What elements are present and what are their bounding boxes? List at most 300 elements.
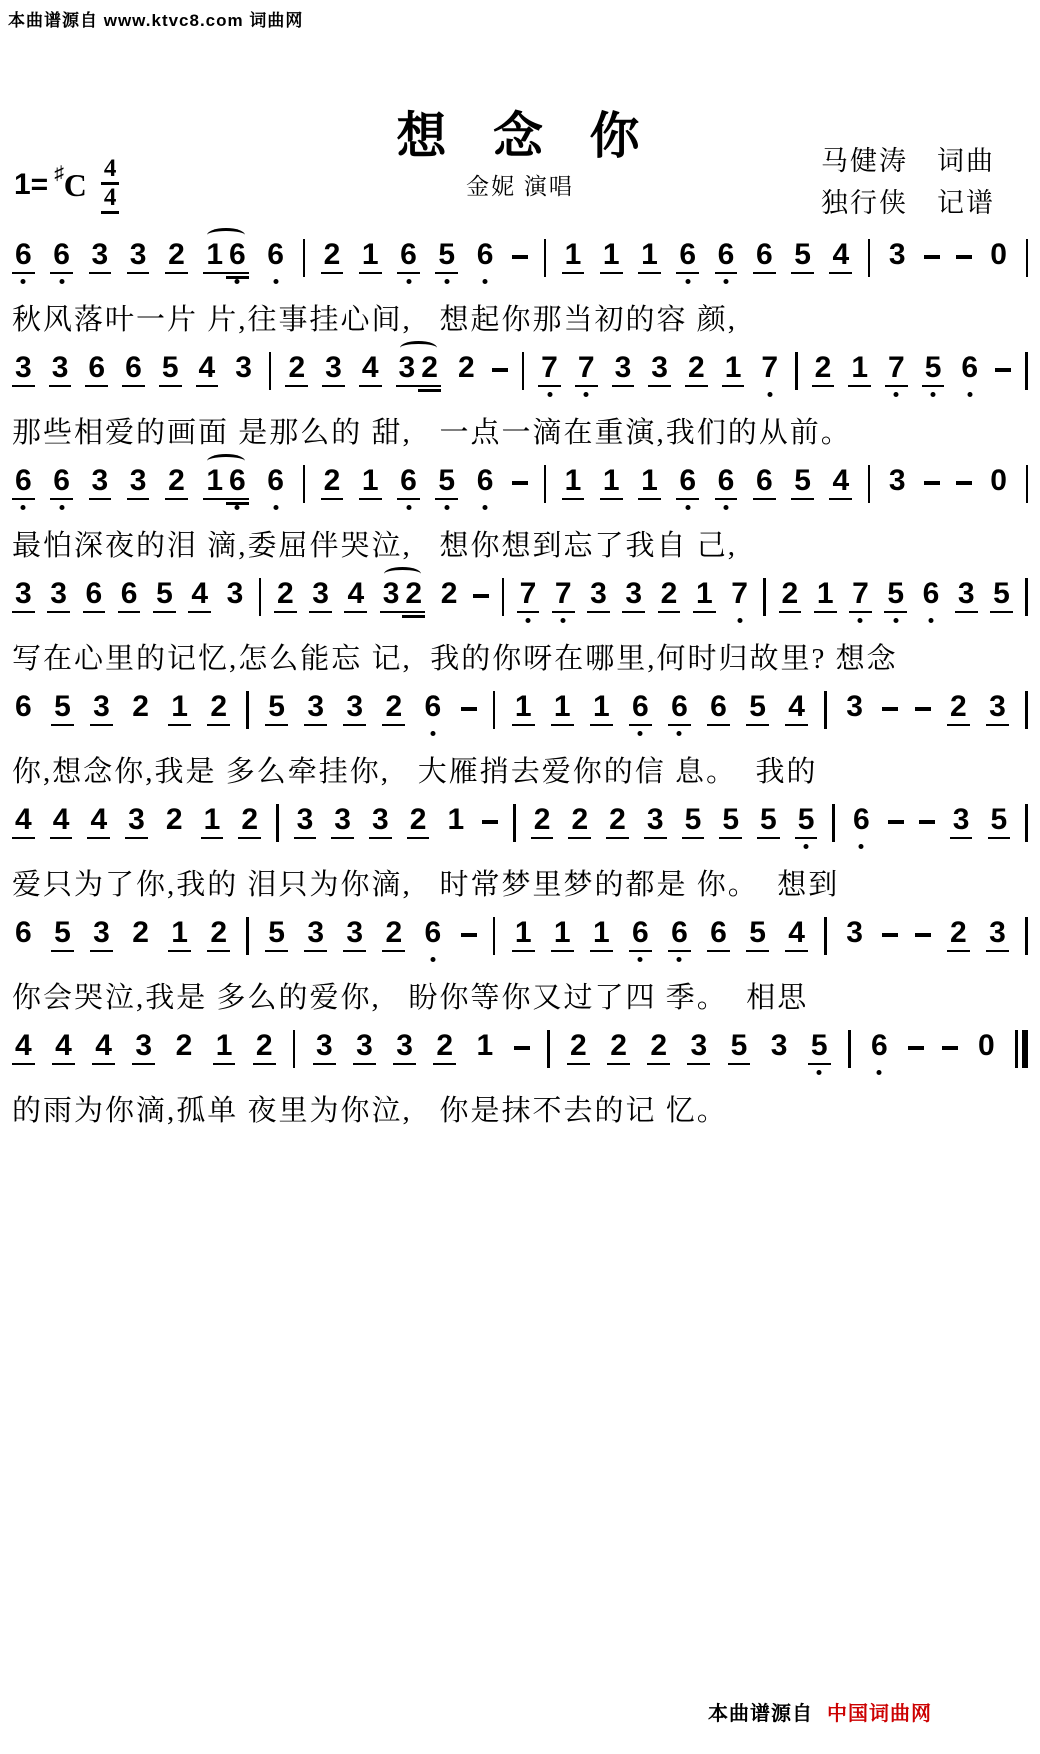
dash-rest xyxy=(482,820,498,824)
note: 3 xyxy=(127,464,150,508)
underline-beam xyxy=(988,837,1011,840)
dash-rest xyxy=(512,481,528,485)
note: 5 xyxy=(728,1029,751,1073)
underline-beam xyxy=(118,611,141,614)
note: 2 xyxy=(321,464,344,508)
note: 6 xyxy=(422,690,445,734)
note: 2 xyxy=(165,238,188,282)
barline xyxy=(1025,691,1028,729)
underline-beam xyxy=(159,385,182,388)
dash-rest xyxy=(461,933,477,937)
barline xyxy=(493,917,496,955)
time-top: 4 xyxy=(101,156,120,185)
music-line xyxy=(12,803,1028,916)
underline-beam xyxy=(359,272,382,275)
note: 6 xyxy=(50,238,73,282)
note: 6 xyxy=(50,464,73,508)
barline xyxy=(544,239,547,277)
note: 5 xyxy=(922,351,945,395)
note: 1 xyxy=(203,238,226,282)
lyrics-row: 秋风落叶一片 片,往事挂心间, 想起你那当初的容 颜, xyxy=(12,304,738,336)
note: 6 xyxy=(226,464,249,508)
dash-rest xyxy=(956,255,972,259)
dash-rest xyxy=(461,707,477,711)
note: 3 xyxy=(353,1029,376,1073)
underline-beam xyxy=(435,498,458,501)
barline xyxy=(763,578,766,616)
note: 3 xyxy=(587,577,610,621)
underline-beam xyxy=(531,837,554,840)
octave-dot xyxy=(685,279,690,284)
underline-beam xyxy=(359,385,382,388)
underline-beam xyxy=(92,1063,115,1066)
barline xyxy=(303,239,306,277)
note: 1 xyxy=(168,690,191,734)
underline-beam xyxy=(52,1063,75,1066)
underline-beam xyxy=(728,1063,751,1066)
underline-beam xyxy=(795,837,818,840)
octave-dot xyxy=(894,392,899,397)
underline-beam xyxy=(12,837,35,840)
underline-beam xyxy=(50,272,73,275)
octave-dot xyxy=(59,279,64,284)
credit-notation: 独行侠 记谱 xyxy=(821,188,995,218)
note: 1 xyxy=(551,916,574,960)
underline-beam xyxy=(12,498,35,501)
octave-dot xyxy=(893,618,898,623)
octave-dot xyxy=(273,505,278,510)
note: 2 xyxy=(165,803,183,836)
note: 5 xyxy=(682,803,705,847)
note: 1 xyxy=(814,577,837,621)
note: 4 xyxy=(344,577,367,621)
octave-dot xyxy=(677,957,682,962)
time-bottom: 4 xyxy=(101,185,120,214)
barline xyxy=(513,804,516,842)
underline-beam xyxy=(285,385,308,388)
note: 4 xyxy=(829,464,852,508)
octave-dot xyxy=(21,279,26,284)
barline xyxy=(1025,917,1028,955)
underline-beam xyxy=(168,724,191,727)
note: 6 xyxy=(15,690,32,723)
note: 2 xyxy=(779,577,802,621)
note: 3 xyxy=(12,577,35,621)
barline xyxy=(522,352,525,390)
underline-beam xyxy=(203,498,226,501)
underline-beam xyxy=(90,724,113,727)
music-line xyxy=(12,351,1028,464)
underline-beam xyxy=(538,385,561,388)
note: 3 xyxy=(132,1029,155,1073)
octave-dot xyxy=(817,1070,822,1075)
music-line xyxy=(12,690,1028,803)
underline-beam xyxy=(380,611,403,614)
underline-beam xyxy=(986,950,1009,953)
underline-beam xyxy=(382,724,405,727)
note: 3 xyxy=(369,803,392,847)
underline-beam xyxy=(668,950,691,953)
barline xyxy=(824,917,827,955)
octave-dot xyxy=(584,392,589,397)
barline xyxy=(795,352,798,390)
note: 6 xyxy=(676,238,699,282)
underline-beam xyxy=(47,611,70,614)
note: 1 xyxy=(512,916,535,960)
underline-beam xyxy=(397,272,420,275)
note: 6 xyxy=(668,916,691,960)
underline-beam xyxy=(849,611,872,614)
barline xyxy=(259,578,262,616)
note: 3 xyxy=(396,351,419,395)
barline xyxy=(868,465,871,503)
underline-beam xyxy=(753,272,776,275)
underline-beam xyxy=(676,272,699,275)
underline-beam xyxy=(393,1063,416,1066)
note: 2 xyxy=(382,690,405,734)
underline-beam xyxy=(226,498,249,501)
dash-rest xyxy=(514,1046,530,1050)
note: 1 xyxy=(476,1029,494,1062)
underline-beam xyxy=(947,724,970,727)
credits xyxy=(821,140,995,224)
note: 5 xyxy=(791,238,814,282)
note: 2 xyxy=(685,351,708,395)
note: 3 xyxy=(648,351,671,395)
note: 2 xyxy=(407,803,430,847)
underline-beam xyxy=(779,611,802,614)
note: 5 xyxy=(265,916,288,960)
underline-beam xyxy=(402,615,425,618)
note: 4 xyxy=(92,1029,115,1073)
note: 2 xyxy=(606,803,629,847)
underline-beam xyxy=(89,272,112,275)
underline-beam xyxy=(369,837,392,840)
note: 4 xyxy=(52,1029,75,1073)
underline-beam xyxy=(12,1063,35,1066)
octave-dot xyxy=(483,505,488,510)
underline-beam xyxy=(950,837,973,840)
note: 4 xyxy=(359,351,382,395)
underline-beam xyxy=(49,385,72,388)
underline-beam xyxy=(753,498,776,501)
underline-beam xyxy=(629,724,652,727)
underline-beam xyxy=(791,498,814,501)
dash-rest xyxy=(473,594,489,598)
note: 1 xyxy=(359,464,382,508)
barline xyxy=(246,691,249,729)
underline-beam xyxy=(715,272,738,275)
notes-row xyxy=(12,690,1028,746)
lyrics-row: 你,想念你,我是 多么牵挂你, 大雁捎去爱你的信 息。 我的 xyxy=(12,756,818,788)
tie-group xyxy=(203,464,248,508)
note: 5 xyxy=(795,803,818,847)
note: 2 xyxy=(947,916,970,960)
note: 6 xyxy=(707,916,730,960)
octave-dot xyxy=(967,392,972,397)
footer-site-link[interactable]: 中国词曲网 xyxy=(827,1703,932,1725)
note: 4 xyxy=(188,577,211,621)
note: 3 xyxy=(235,351,252,384)
note: 6 xyxy=(850,803,873,847)
note: 6 xyxy=(676,464,699,508)
underline-beam xyxy=(829,498,852,501)
note: 6 xyxy=(707,690,730,734)
underline-beam xyxy=(885,385,908,388)
note: 3 xyxy=(304,916,327,960)
note: 1 xyxy=(562,238,585,282)
note: 3 xyxy=(644,803,667,847)
note: 5 xyxy=(746,690,769,734)
underline-beam xyxy=(990,611,1013,614)
dash-rest xyxy=(956,481,972,485)
dash-rest xyxy=(492,368,508,372)
note: 1 xyxy=(848,351,871,395)
dash-rest xyxy=(995,368,1011,372)
underline-beam xyxy=(722,385,745,388)
page-title: 想 念 你 xyxy=(396,108,644,164)
underline-beam xyxy=(433,1063,456,1066)
underline-beam xyxy=(165,498,188,501)
note: 3 xyxy=(322,351,345,395)
underline-beam xyxy=(947,950,970,953)
note: 2 xyxy=(382,916,405,960)
note: 4 xyxy=(785,690,808,734)
time-signature xyxy=(101,156,120,214)
barline xyxy=(293,1030,296,1068)
note: 3 xyxy=(343,690,366,734)
underline-beam xyxy=(687,1063,710,1066)
octave-dot xyxy=(406,505,411,510)
underline-beam xyxy=(12,385,35,388)
barline xyxy=(868,239,871,277)
note: 3 xyxy=(770,1029,788,1062)
note: 2 xyxy=(433,1029,456,1073)
octave-dot xyxy=(444,279,449,284)
underline-beam xyxy=(85,385,108,388)
underline-beam xyxy=(648,385,671,388)
note: 1 xyxy=(203,464,226,508)
note: 2 xyxy=(457,351,475,384)
note: 6 xyxy=(12,464,35,508)
barline xyxy=(1015,1030,1018,1068)
underline-beam xyxy=(294,837,317,840)
underline-beam xyxy=(382,950,405,953)
note: 5 xyxy=(757,803,780,847)
underline-beam xyxy=(746,724,769,727)
underline-beam xyxy=(707,724,730,727)
note: 1 xyxy=(590,916,613,960)
underline-beam xyxy=(265,950,288,953)
note: 3 xyxy=(888,464,906,497)
note: 3 xyxy=(612,351,635,395)
underline-beam xyxy=(353,1063,376,1066)
note: 4 xyxy=(50,803,73,847)
note: 6 xyxy=(474,238,497,282)
note: 5 xyxy=(265,690,288,734)
note: 6 xyxy=(629,916,652,960)
music-line xyxy=(12,577,1028,690)
note: 2 xyxy=(285,351,308,395)
underline-beam xyxy=(955,611,978,614)
note: 6 xyxy=(226,238,249,282)
underline-beam xyxy=(575,385,598,388)
note: 4 xyxy=(87,803,110,847)
octave-dot xyxy=(859,844,864,849)
dash-rest xyxy=(908,1046,924,1050)
underline-beam xyxy=(517,611,540,614)
barline xyxy=(824,691,827,729)
underline-beam xyxy=(606,837,629,840)
note: 3 xyxy=(846,690,863,723)
note: 4 xyxy=(12,1029,35,1073)
underline-beam xyxy=(12,272,35,275)
note: 2 xyxy=(165,464,188,508)
note: 3 xyxy=(125,803,148,847)
barline xyxy=(547,1030,550,1068)
underline-beam xyxy=(396,385,419,388)
note: 6 xyxy=(868,1029,891,1073)
note: 6 xyxy=(422,916,445,960)
lyrics-row: 爱只为了你,我的 泪只为你滴, 时常梦里梦的都是 你。 想到 xyxy=(12,869,840,901)
note: 3 xyxy=(331,803,354,847)
music-line xyxy=(12,238,1028,351)
note: 5 xyxy=(435,238,458,282)
note: 1 xyxy=(213,1029,236,1073)
note: 3 xyxy=(90,690,113,734)
underline-beam xyxy=(693,611,716,614)
octave-dot xyxy=(444,505,449,510)
barline xyxy=(502,578,505,616)
note: 4 xyxy=(829,238,852,282)
underline-beam xyxy=(274,611,297,614)
underline-beam xyxy=(168,950,191,953)
underline-beam xyxy=(226,272,249,275)
note: 6 xyxy=(85,351,108,395)
underline-beam xyxy=(719,837,742,840)
top-watermark: 本曲谱源自 www.ktvc8.com 词曲网 xyxy=(8,11,304,30)
underline-beam xyxy=(127,272,150,275)
key-prefix: 1= xyxy=(14,168,49,201)
underline-beam xyxy=(397,498,420,501)
note: 1 xyxy=(447,803,465,836)
note: 3 xyxy=(226,577,244,610)
octave-dot xyxy=(561,618,566,623)
octave-dot xyxy=(235,505,240,510)
underline-beam xyxy=(668,724,691,727)
note: 3 xyxy=(622,577,645,621)
underline-beam xyxy=(83,611,106,614)
note: 2 xyxy=(207,916,230,960)
note: 1 xyxy=(551,690,574,734)
barline xyxy=(832,804,835,842)
octave-dot xyxy=(724,505,729,510)
note: 2 xyxy=(658,577,681,621)
underline-beam xyxy=(638,272,661,275)
underline-beam xyxy=(629,950,652,953)
underline-beam xyxy=(343,724,366,727)
octave-dot xyxy=(235,279,240,284)
underline-beam xyxy=(746,950,769,953)
note: 5 xyxy=(435,464,458,508)
underline-beam xyxy=(848,385,871,388)
octave-dot xyxy=(724,279,729,284)
note: 6 xyxy=(83,577,106,621)
note: 1 xyxy=(638,238,661,282)
score xyxy=(12,238,1028,1142)
note: 1 xyxy=(693,577,716,621)
underline-beam xyxy=(435,272,458,275)
underline-beam xyxy=(622,611,645,614)
note: 1 xyxy=(600,464,623,508)
underline-beam xyxy=(600,498,623,501)
note: 2 xyxy=(567,1029,590,1073)
octave-dot xyxy=(430,731,435,736)
octave-dot xyxy=(21,505,26,510)
note: 5 xyxy=(808,1029,831,1073)
tie-group xyxy=(380,577,425,621)
notes-row xyxy=(12,464,1028,520)
note: 1 xyxy=(359,238,382,282)
underline-beam xyxy=(313,1063,336,1066)
note: 6 xyxy=(920,577,943,621)
note: 5 xyxy=(159,351,182,395)
note: 3 xyxy=(393,1029,416,1073)
note: 6 xyxy=(118,577,141,621)
underline-beam xyxy=(551,724,574,727)
note: 4 xyxy=(785,916,808,960)
notes-row xyxy=(12,351,1028,407)
underline-beam xyxy=(562,272,585,275)
note: 2 xyxy=(531,803,554,847)
footer-prefix: 本曲谱源自 xyxy=(708,1703,813,1725)
underline-beam xyxy=(50,837,73,840)
note: 2 xyxy=(132,690,149,723)
underline-beam xyxy=(567,1063,590,1066)
note: 3 xyxy=(127,238,150,282)
barline xyxy=(1025,804,1028,842)
underline-beam xyxy=(344,611,367,614)
note: 4 xyxy=(12,803,35,847)
underline-beam xyxy=(647,1063,670,1066)
note: 6 xyxy=(397,238,420,282)
octave-dot xyxy=(804,844,809,849)
note: 5 xyxy=(990,577,1013,621)
note: 3 xyxy=(687,1029,710,1073)
note: 3 xyxy=(304,690,327,734)
underline-beam xyxy=(600,272,623,275)
barline xyxy=(1025,352,1028,390)
rest-note: 0 xyxy=(990,238,1007,271)
lyrics-row: 写在心里的记忆,怎么能忘 记, 我的你呀在哪里,何时归故里? 想念 xyxy=(12,643,898,675)
barline xyxy=(1025,578,1028,616)
tie-group xyxy=(203,238,248,282)
underline-beam xyxy=(127,498,150,501)
underline-beam xyxy=(808,1063,831,1066)
note: 2 xyxy=(568,803,591,847)
barline xyxy=(848,1030,851,1068)
note: 3 xyxy=(47,577,70,621)
note: 1 xyxy=(562,464,585,508)
barline xyxy=(276,804,279,842)
note: 1 xyxy=(590,690,613,734)
underline-beam xyxy=(986,724,1009,727)
note: 5 xyxy=(719,803,742,847)
note: 3 xyxy=(986,690,1009,734)
tie-group xyxy=(396,351,441,395)
underline-beam xyxy=(551,950,574,953)
underline-beam xyxy=(322,385,345,388)
